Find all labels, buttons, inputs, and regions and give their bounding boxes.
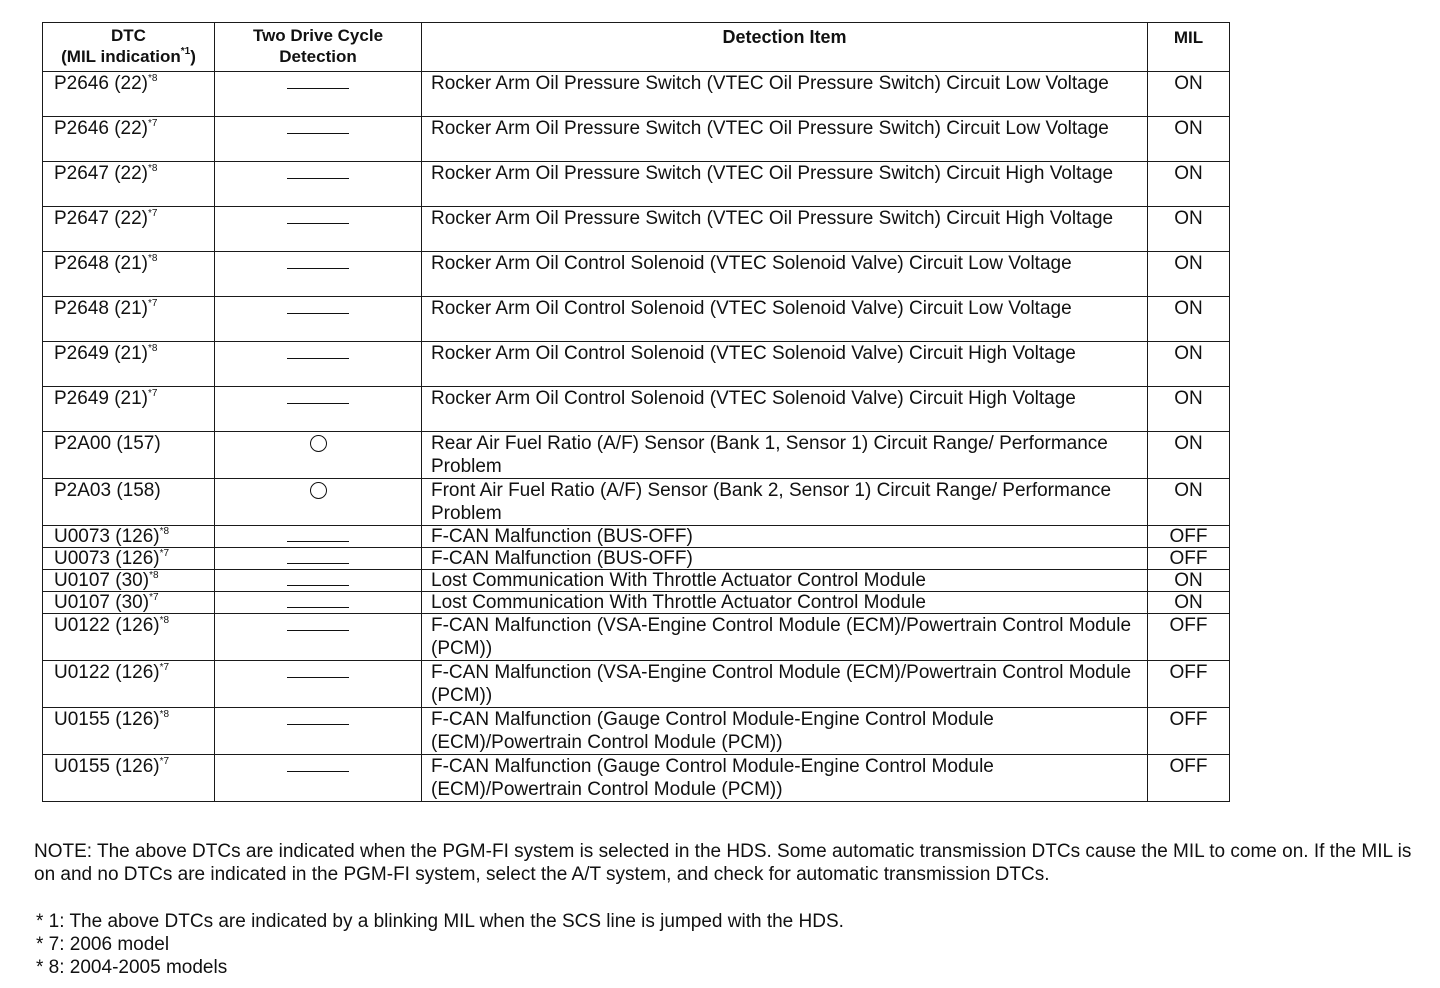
dtc-code-cell (43, 661, 215, 708)
dtc-footnote-ref: *7 (148, 208, 158, 219)
dtc-code-cell (43, 614, 215, 661)
dtc-footnote-ref: *8 (159, 709, 170, 720)
two-drive-cycle-cell (215, 207, 422, 252)
dash-mark-icon (287, 563, 349, 564)
table-row (43, 755, 1230, 802)
dtc-table (42, 22, 1230, 802)
detection-item-cell: Rocker Arm Oil Control Solenoid (VTEC Solenoid Valve) Circuit Low Voltage (422, 297, 1148, 342)
mil-status-cell: OFF (1148, 548, 1230, 570)
table-row (43, 479, 1230, 526)
table-row (43, 72, 1230, 117)
two-drive-cycle-cell (215, 117, 422, 162)
mil-status-cell: ON (1148, 432, 1230, 479)
dtc-code-cell (43, 755, 215, 802)
mil-status-cell: OFF (1148, 526, 1230, 548)
table-row (43, 387, 1230, 432)
header-dtc-subtitle-text: (MIL indication (61, 47, 181, 66)
dtc-table-body (43, 72, 1230, 802)
detection-item-cell: Rocker Arm Oil Pressure Switch (VTEC Oil Pressure Switch) Circuit Low Voltage (422, 117, 1148, 162)
dtc-code: P2647 (22) (54, 163, 149, 184)
dtc-code: U0073 (126) (54, 548, 160, 569)
dtc-code-cell (43, 72, 215, 117)
two-drive-cycle-cell (215, 526, 422, 548)
table-header-row (43, 23, 1230, 72)
dash-mark-icon (287, 585, 349, 586)
dash-mark-icon (287, 607, 349, 608)
dtc-code-cell (43, 342, 215, 387)
dtc-footnote-ref: *8 (148, 163, 158, 174)
dash-mark-icon (287, 313, 349, 314)
mil-status-cell: ON (1148, 207, 1230, 252)
two-drive-cycle-cell (215, 592, 422, 614)
dtc-code: P2646 (22) (54, 118, 149, 139)
dtc-footnote-ref: *7 (159, 548, 170, 559)
mil-status-cell: OFF (1148, 661, 1230, 708)
two-drive-cycle-cell (215, 387, 422, 432)
header-two-drive-cycle (215, 23, 422, 72)
table-row (43, 207, 1230, 252)
mil-status-cell: ON (1148, 342, 1230, 387)
two-drive-cycle-cell (215, 479, 422, 526)
detection-item-cell: F-CAN Malfunction (Gauge Control Module-Engine Control Module (ECM)/Powertrain Control Module (PCM)) (422, 708, 1148, 755)
detection-item-cell: F-CAN Malfunction (Gauge Control Module-Engine Control Module (ECM)/Powertrain Control Module (PCM)) (422, 755, 1148, 802)
dash-mark-icon (287, 771, 349, 772)
detection-item-cell: F-CAN Malfunction (BUS-OFF) (422, 526, 1148, 548)
header-two-drive-title: Two Drive Cycle (252, 26, 384, 45)
table-row (43, 342, 1230, 387)
detection-item-cell: F-CAN Malfunction (BUS-OFF) (422, 548, 1148, 570)
two-drive-cycle-cell (215, 72, 422, 117)
dash-mark-icon (287, 541, 349, 542)
two-drive-cycle-cell (215, 755, 422, 802)
note-text: NOTE: The above DTCs are indicated when the PGM-FI system is selected in the HDS. Some automatic transmission DTCs cause the MIL to come on. If the MIL is on and no DTCs are indicated in the PGM-FI system, select the A/T system, and check for automatic transmission DTCs. (34, 841, 1412, 885)
dtc-code: P2646 (22) (54, 73, 149, 94)
footnote-1: * 1: The above DTCs are indicated by a blinking MIL when the SCS line is jumped with the HDS. (36, 911, 844, 932)
table-row (43, 526, 1230, 548)
two-drive-cycle-cell (215, 432, 422, 479)
table-row (43, 708, 1230, 755)
dtc-code-cell (43, 387, 215, 432)
mil-status-cell: OFF (1148, 614, 1230, 661)
dtc-code: P2648 (21) (54, 298, 149, 319)
two-drive-cycle-cell (215, 297, 422, 342)
dtc-code: U0107 (30) (54, 592, 150, 613)
dtc-footnote-ref: *8 (148, 73, 158, 84)
dtc-code-cell (43, 479, 215, 526)
dtc-code-cell (43, 297, 215, 342)
dtc-code: P2647 (22) (54, 208, 149, 229)
dtc-code-cell (43, 432, 215, 479)
dtc-code: P2A00 (157) (54, 433, 161, 454)
detection-item-cell: F-CAN Malfunction (VSA-Engine Control Module (ECM)/Powertrain Control Module (PCM)) (422, 661, 1148, 708)
dtc-footnote-ref: *8 (149, 570, 159, 581)
mil-status-cell: ON (1148, 479, 1230, 526)
detection-item-cell: Front Air Fuel Ratio (A/F) Sensor (Bank 2, Sensor 1) Circuit Range/ Performance Problem (422, 479, 1148, 526)
mil-status-cell: ON (1148, 570, 1230, 592)
detection-item-cell: Lost Communication With Throttle Actuator Control Module (422, 592, 1148, 614)
header-two-drive-subtitle: Detection (279, 47, 357, 66)
dtc-footnote-ref: *7 (148, 298, 158, 309)
dtc-code-cell (43, 252, 215, 297)
dash-mark-icon (287, 403, 349, 404)
detection-item-cell: Rear Air Fuel Ratio (A/F) Sensor (Bank 1, Sensor 1) Circuit Range/ Performance Problem (422, 432, 1148, 479)
table-row (43, 297, 1230, 342)
table-row (43, 117, 1230, 162)
mil-status-cell: OFF (1148, 755, 1230, 802)
table-row (43, 162, 1230, 207)
dash-mark-icon (287, 133, 349, 134)
two-drive-cycle-cell (215, 342, 422, 387)
dtc-code: P2648 (21) (54, 253, 149, 274)
two-drive-cycle-cell (215, 570, 422, 592)
header-dtc-title: DTC (111, 26, 146, 45)
dtc-code: U0155 (126) (54, 756, 160, 777)
dtc-code: P2649 (21) (54, 343, 149, 364)
table-row (43, 252, 1230, 297)
dtc-footnote-ref: *7 (159, 662, 170, 673)
dash-mark-icon (287, 268, 349, 269)
dtc-code-cell (43, 592, 215, 614)
dtc-footnote-ref: *7 (148, 388, 158, 399)
dtc-footnote-ref: *7 (149, 592, 159, 603)
detection-item-cell: Rocker Arm Oil Control Solenoid (VTEC Solenoid Valve) Circuit High Voltage (422, 387, 1148, 432)
dash-mark-icon (287, 677, 349, 678)
footnote-7: * 7: 2006 model (36, 934, 170, 955)
dash-mark-icon (287, 724, 349, 725)
dash-mark-icon (287, 178, 349, 179)
dtc-code: U0122 (126) (54, 662, 160, 683)
mil-status-cell: OFF (1148, 708, 1230, 755)
dtc-footnote-ref: *7 (159, 756, 170, 767)
mil-status-cell: ON (1148, 387, 1230, 432)
dtc-code: P2A03 (158) (54, 480, 161, 501)
detection-item-cell: Rocker Arm Oil Pressure Switch (VTEC Oil Pressure Switch) Circuit High Voltage (422, 162, 1148, 207)
dash-mark-icon (287, 630, 349, 631)
detection-item-cell: Rocker Arm Oil Control Solenoid (VTEC Solenoid Valve) Circuit Low Voltage (422, 252, 1148, 297)
two-drive-cycle-cell (215, 162, 422, 207)
dtc-code: U0155 (126) (54, 709, 160, 730)
detection-item-cell: Rocker Arm Oil Pressure Switch (VTEC Oil Pressure Switch) Circuit Low Voltage (422, 72, 1148, 117)
circle-mark-icon (310, 435, 327, 452)
dtc-code-cell (43, 162, 215, 207)
header-mil: MIL (1148, 23, 1230, 72)
dtc-code: U0122 (126) (54, 615, 160, 636)
footnote-8: * 8: 2004-2005 models (36, 957, 228, 978)
dtc-code-cell (43, 526, 215, 548)
mil-status-cell: ON (1148, 72, 1230, 117)
dtc-code: U0107 (30) (54, 570, 150, 591)
header-detection-item: Detection Item (422, 23, 1148, 72)
table-row (43, 570, 1230, 592)
two-drive-cycle-cell (215, 252, 422, 297)
detection-item-cell: Rocker Arm Oil Pressure Switch (VTEC Oil Pressure Switch) Circuit High Voltage (422, 207, 1148, 252)
table-row (43, 432, 1230, 479)
two-drive-cycle-cell (215, 661, 422, 708)
detection-item-cell: Lost Communication With Throttle Actuator Control Module (422, 570, 1148, 592)
table-row (43, 614, 1230, 661)
two-drive-cycle-cell (215, 614, 422, 661)
dtc-footnote-ref: *8 (159, 615, 170, 626)
table-row (43, 548, 1230, 570)
dtc-code-cell (43, 570, 215, 592)
header-dtc (43, 23, 215, 72)
dash-mark-icon (287, 358, 349, 359)
header-dtc-subtitle-close: ) (190, 47, 196, 66)
mil-status-cell: ON (1148, 117, 1230, 162)
dtc-code-cell (43, 548, 215, 570)
mil-status-cell: ON (1148, 252, 1230, 297)
circle-mark-icon (310, 482, 327, 499)
dash-mark-icon (287, 88, 349, 89)
mil-status-cell: ON (1148, 162, 1230, 207)
dtc-footnote-ref: *8 (148, 343, 158, 354)
detection-item-cell: Rocker Arm Oil Control Solenoid (VTEC Solenoid Valve) Circuit High Voltage (422, 342, 1148, 387)
dtc-code-cell (43, 708, 215, 755)
dtc-footnote-ref: *7 (148, 118, 158, 129)
two-drive-cycle-cell (215, 708, 422, 755)
dash-mark-icon (287, 223, 349, 224)
table-row (43, 592, 1230, 614)
footnotes (36, 910, 844, 979)
detection-item-cell: F-CAN Malfunction (VSA-Engine Control Module (ECM)/Powertrain Control Module (PCM)) (422, 614, 1148, 661)
dtc-footnote-ref: *8 (159, 526, 170, 537)
table-row (43, 661, 1230, 708)
dtc-footnote-ref: *8 (148, 253, 158, 264)
dtc-code-cell (43, 207, 215, 252)
two-drive-cycle-cell (215, 548, 422, 570)
mil-status-cell: ON (1148, 297, 1230, 342)
dtc-code: U0073 (126) (54, 526, 160, 547)
header-dtc-footnote-ref: *1 (180, 46, 191, 57)
header-dtc-subtitle (43, 46, 214, 67)
dtc-code: P2649 (21) (54, 388, 149, 409)
dtc-code-cell (43, 117, 215, 162)
mil-status-cell: ON (1148, 592, 1230, 614)
